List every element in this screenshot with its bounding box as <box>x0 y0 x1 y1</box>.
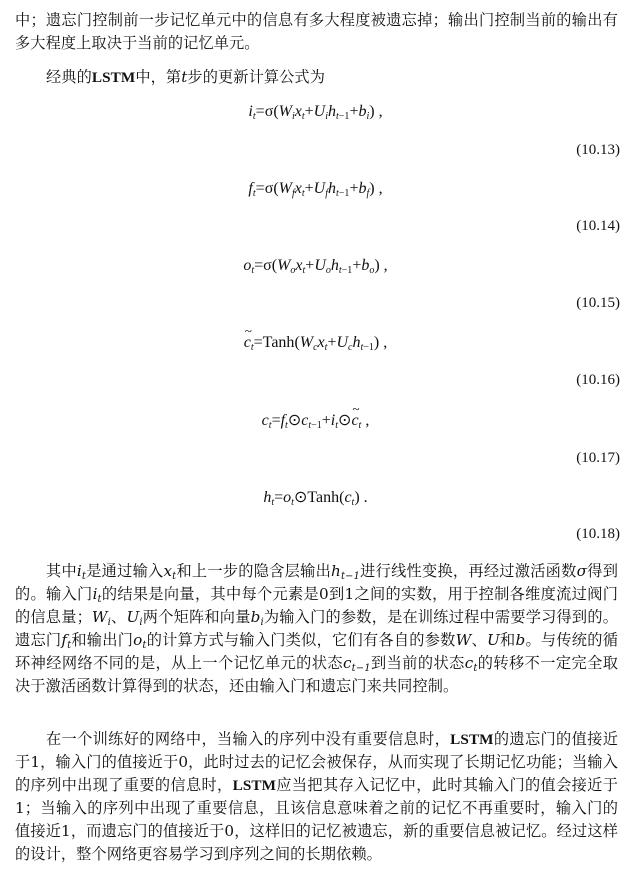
intro-middle: 中，第 <box>135 68 182 86</box>
equation-number: (10.15) <box>576 295 620 311</box>
intro-model: LSTM <box>91 69 136 86</box>
intro-prefix: 经典的 <box>46 68 92 86</box>
equation-cell-state: $c_t=f_t⊙c_{t-1}+i_t⊙\sim$ $c_t$ , <box>0 410 631 430</box>
equation-forget-gate: $f_t=\sigma(W_fx_t+U_fh_{t-1}+b_f)$ , <box>248 180 383 199</box>
paragraph-explanation: 其中$i_t$是通过输入$x_t$和上一步的隐含层输出$h_{t-1}$进行线性变换，再经过激活函数σ得到的。输入门$i_t$的结果是向量，其中每个元素是0到1之间的实数，用于控制各维度流过阀门的信息量；$W_i$、$U_i$两个矩阵和向量$b_i$为输入门的参数，是在训练过程中需要学习得到的。遗忘门$f_t$和输出门$o_t$的计算方式与输入门类似，它们有各自的参数W、U和b。与传统的循环神经网络不同的是，从上一个记忆单元的状态$c_{t-1}$到当前的状态$c_t$的转移不一定完全取决于激活函数计算得到的状态，还由输入门和遗忘门来共同控制。 <box>15 562 619 695</box>
equation-number: (10.17) <box>576 450 620 466</box>
intro-suffix: 步的更新计算公式为 <box>187 68 326 86</box>
equation-input-gate: $i_t=\sigma(W_ix_t+U_ih_{t-1}+b_i)$ , <box>248 103 383 122</box>
equation-number: (10.16) <box>576 372 620 388</box>
equation-number: (10.18) <box>576 526 620 542</box>
equation-output-gate: $o_t=\sigma(W_ox_t+U_oh_{t-1}+b_o)$ , <box>243 257 388 276</box>
equation-number: (10.13) <box>576 142 620 158</box>
equation-hidden-state: $h_t=o_t⊙Tanh(c_t)$ . <box>263 489 368 508</box>
equation-number: (10.14) <box>576 218 620 234</box>
paragraph-training: 在一个训练好的网络中，当输入的序列中没有重要信息时，LSTM的遗忘门的值接近于1，输入门的值接近于0，此时过去的记忆会被保存，从而实现了长期记忆功能；当输入的序列中出现了重要的信息时，LSTM应当把其存入记忆中，此时其输入门的值会接近于1；当输入的序列中出现了重要信息，且该信息意味着之前的记忆不再重要时，输入门的值接近1，而遗忘门的值接近于0，这样旧的记忆被遗忘，新的重要信息被记忆。经过这样的设计，整个网络更容易学习到序列之间的长期依赖。 <box>15 730 619 863</box>
equation-candidate-cell: ~ $c_t=Tanh(W_cx_t+U_ch_{t-1})$ , <box>0 334 631 352</box>
paragraph-intro <box>15 66 618 89</box>
intro-var: t <box>181 68 188 86</box>
paragraph-gates-description: 中；遗忘门控制前一步记忆单元中的信息有多大程度被遗忘掉；输出门控制当前的输出有多大程度上取决于当前的记忆单元。 <box>15 11 618 52</box>
